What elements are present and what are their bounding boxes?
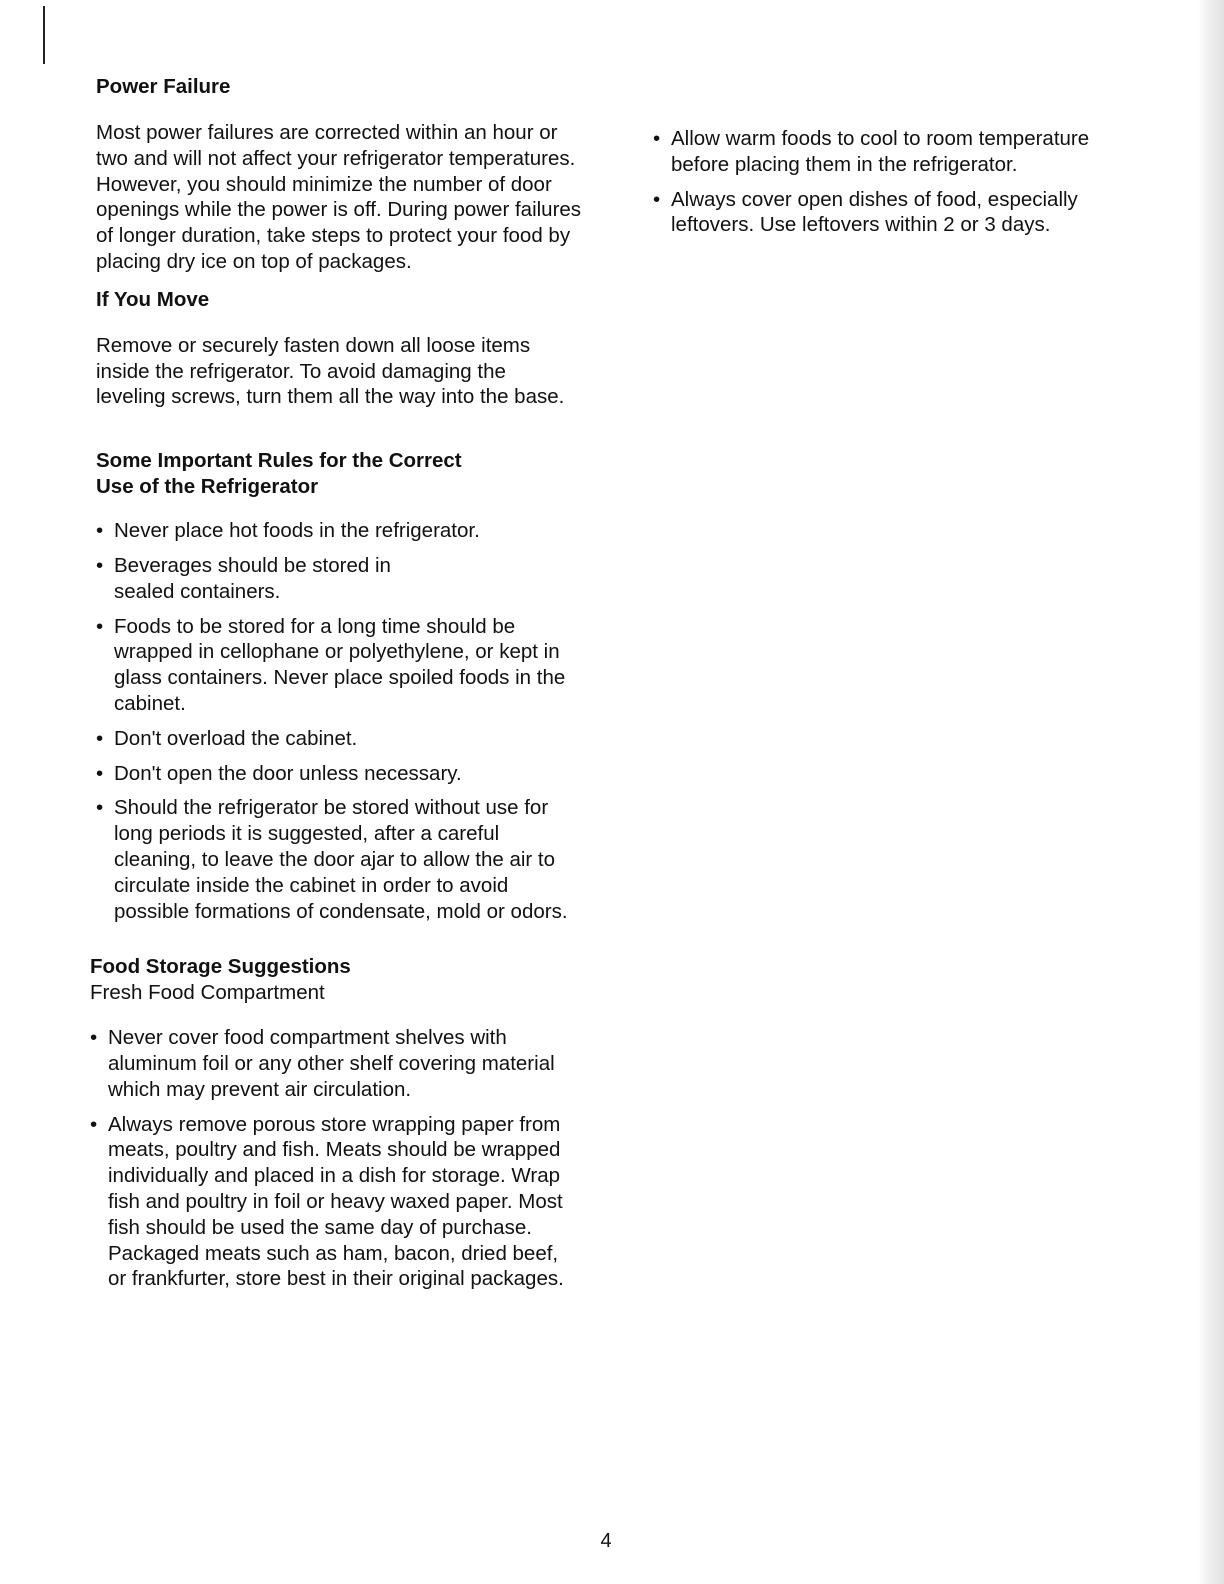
rules-heading-line2: Use of the Refrigerator <box>96 475 319 499</box>
margin-rule <box>43 6 45 64</box>
bullet-icon: • <box>96 726 104 750</box>
list-item <box>96 795 572 924</box>
right-column <box>653 126 1143 247</box>
bullet-icon: • <box>653 127 661 150</box>
bullet-icon: • <box>90 1026 98 1050</box>
list-item-text: Always cover open dishes of food, especially leftovers. Use leftovers within 2 or 3 days. <box>671 187 1078 237</box>
list-item <box>96 614 574 717</box>
list-item <box>90 1025 558 1102</box>
left-column <box>90 70 596 1301</box>
list-item-text: Always remove porous store wrapping paper from meats, poultry and fish. Meats should be wrapped individually and placed in a dish for storage. Wrap fish and poultry in foil or heavy waxed paper. Most fish should be used the same day of purchase. Packaged meats such as ham, bacon, dried beef, or frankfurter, store best in their original packages. <box>108 1112 564 1291</box>
list-item-text: Don't overload the cabinet. <box>114 726 358 750</box>
bullet-icon: • <box>96 553 104 577</box>
scan-edge-shadow <box>1198 0 1224 1584</box>
list-item-text: Allow warm foods to cool to room temperature before placing them in the refrigerator. <box>671 127 1090 176</box>
bullet-icon: • <box>653 187 661 211</box>
if-you-move-section <box>96 287 596 410</box>
list-item <box>96 553 424 605</box>
list-item <box>96 761 574 787</box>
food-storage-section <box>90 954 596 1292</box>
power-failure-section <box>96 74 596 275</box>
page-number: 4 <box>600 1530 612 1552</box>
bullet-icon: • <box>96 761 104 785</box>
right-column-list <box>653 126 1143 238</box>
bullet-icon: • <box>96 519 104 543</box>
list-item <box>96 518 574 544</box>
list-item-text: Never cover food compartment shelves with aluminum foil or any other shelf covering material which may prevent air circulation. <box>108 1026 555 1101</box>
rules-heading-line1: Some Important Rules for the Correct <box>96 449 462 473</box>
food-storage-list <box>90 1025 568 1292</box>
bullet-icon: • <box>96 614 104 638</box>
rules-list <box>96 518 574 924</box>
list-item-text: Foods to be stored for a long time should be wrapped in cellophane or polyethylene, or kept in glass containers. Never place spoiled foods in the cabinet. <box>114 614 566 715</box>
list-item <box>653 126 1143 178</box>
list-item <box>96 726 574 752</box>
if-you-move-heading: If You Move <box>96 287 210 311</box>
list-item-text: Beverages should be stored in sealed containers. <box>114 553 391 603</box>
food-storage-subheading: Fresh Food Compartment <box>90 981 325 1005</box>
list-item <box>90 1112 578 1293</box>
power-failure-body: Most power failures are corrected within an hour or two and will not affect your refrigerator temperatures. However, you should minimize the number of door openings while the power is off. During power failures of longer duration, take steps to protect your food by placing dry ice on top of packages. <box>96 121 582 273</box>
if-you-move-body: Remove or securely fasten down all loose items inside the refrigerator. To avoid damaging the leveling screws, turn them all the way into the base. <box>96 333 565 409</box>
list-item-text: Never place hot foods in the refrigerator. <box>114 519 480 543</box>
food-storage-heading: Food Storage Suggestions <box>90 955 351 979</box>
bullet-icon: • <box>90 1112 98 1136</box>
power-failure-heading: Power Failure <box>96 75 231 98</box>
bullet-icon: • <box>96 796 104 820</box>
list-item-text: Should the refrigerator be stored without use for long periods it is suggested, after a careful cleaning, to leave the door ajar to allow the air to circulate inside the cabinet in order to avoid possible formations of condensate, mold or odors. <box>114 796 568 923</box>
list-item-text: Don't open the door unless necessary. <box>114 761 462 785</box>
rules-section <box>96 448 596 924</box>
list-item <box>653 187 1131 239</box>
